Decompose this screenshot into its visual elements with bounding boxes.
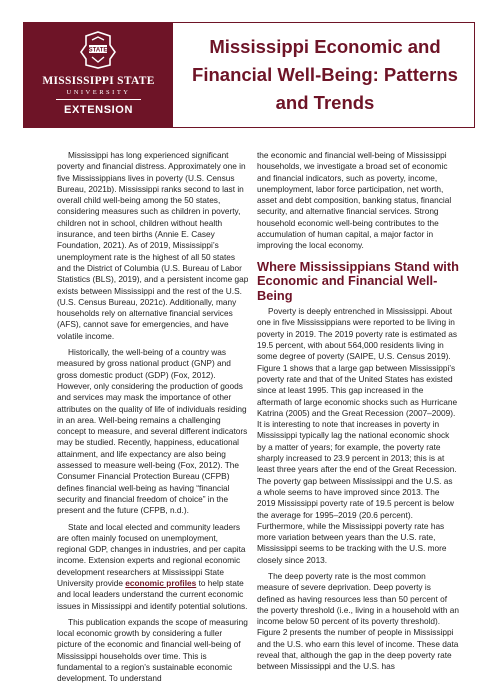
paragraph-text: State and local elected and community leaders are often mainly focused on unemployment, regional GDP, changes in industries, and per capita income. Extension experts and regional economic development researchers at Mississippi State University provide <box>57 521 246 588</box>
paragraph: This publication expands the scope of measuring local economic growth by considering a fuller picture of the economic and financial well-being of Mississippi households over time. This is fundamental to a region’s sustainable economic development. To understand <box>57 616 248 684</box>
paragraph: the economic and financial well-being of Mississippi households, we investigate a broad set of economic and financial indicators, such as poverty, income, unemployment, labor force participation, net worth, asset and debt composition, banking status, financial security, and alternative financial services. Strong household economic well-being contributes to the accumulation of human capital, a major factor in improving the local economy. <box>257 150 452 251</box>
brand-divider <box>56 99 141 100</box>
section-heading: Where Mississippians Stand with Economic and Financial Well-Being <box>257 258 459 303</box>
paragraph: Historically, the well-being of a country was measured by gross national product (GNP) and gross domestic product (GDP) (Fox, 2012). However, only considering the production of goods and services may mask the importance of other attributes on the quality of life of individuals residing in an area. Well-being remains a challenging concept to measure, and several different indicators may be studied. Recently, happiness, educational attainment, and life expectancy are also being assessed to measure well-being (Fox, 2012). The Consumer Financial Protection Bureau (CFPB) defines financial well-being as having “financial security and financial freedom of choice” in the present and the future (CFPB, n.d.). <box>57 347 248 516</box>
brand-name: MISSISSIPPI STATE <box>42 75 155 87</box>
document-title: Mississippi Economic and Financial Well-Being: Patterns and Trends <box>192 36 458 113</box>
header-banner <box>23 22 475 128</box>
paragraph: Poverty is deeply entrenched in Mississippi. About one in five Mississippians were reported to be living in poverty in 2019. The 2019 poverty rate is estimated as 19.5 percent, with about 564,000 residents living in some degree of poverty (SAIPE, U.S. Census 2019). Figure 1 shows that a large gap between Mississippi’s poverty rate and that of the United States has existed since at least 1995. This gap increased in the aftermath of large economic shocks such as Hurricane Katrina (2005) and the Great Recession (2007–2009). It is interesting to note that increases in poverty in Mississippi typically lag the national economic shock by a matter of years; for example, the poverty rate sharply increased to 23.9 percent in 2013; this is at least three years after the end of the Great Recession. The poverty gap between Mississippi and the U.S. as a whole seems to have improved since 2013. The 2019 Mississippi poverty rate of 19.5 percent is below the average for 1995–2019 (20.6 percent). Furthermore, while the Mississippi poverty rate has more variation between years than the U.S. rate, Mississippi seems to be tracking with the U.S. more closely since 2013. <box>257 306 458 565</box>
brand-university: UNIVERSITY <box>66 89 131 96</box>
seal-text: STATE <box>88 47 108 54</box>
right-column <box>257 150 459 678</box>
msu-extension-logo <box>24 23 173 127</box>
left-column <box>57 150 249 690</box>
paragraph <box>57 522 249 612</box>
economic-profiles-link[interactable]: economic profiles <box>125 577 197 588</box>
msu-seal-icon <box>80 31 116 69</box>
brand-extension: EXTENSION <box>64 104 133 116</box>
paragraph: The deep poverty rate is the most common measure of severe deprivation. Deep poverty is defined as having resources less than 50 percent of the poverty threshold (i.e., living in a household with an income below 50 percent of its poverty threshold). Figure 2 presents the number of people in Mississippi and the U.S. who earn this level of income. These data reveal that, although the gap in the deep poverty rate between Mississippi and the U.S. has <box>257 571 460 672</box>
paragraph: Mississippi has long experienced significant poverty and financial distress. Approximately one in five Mississippians lives in poverty (U.S. Census Bureau, 2021b). Mississippi ranks second to last in overall child well-being among the 50 states, considering measures such as children in poverty, children not in school, children without health insurance, and teen births (Annie E. Casey Foundation, 2021). As of 2019, Mississippi’s unemployment rate is the highest of all 50 states and the District of Columbia (U.S. Bureau of Labor Statistics (BLS), 2019), and a persistent income gap exists between Mississippi and the rest of the U.S. (U.S. Census Bureau, 2021c). Additionally, many households rely on alternative financial services (AFS), cannot save for emergencies, and have volatile income. <box>57 150 249 341</box>
paragraph-text: to help state and local leaders understand the current economic issues in Mississippi and identify potential solutions. <box>57 577 248 611</box>
